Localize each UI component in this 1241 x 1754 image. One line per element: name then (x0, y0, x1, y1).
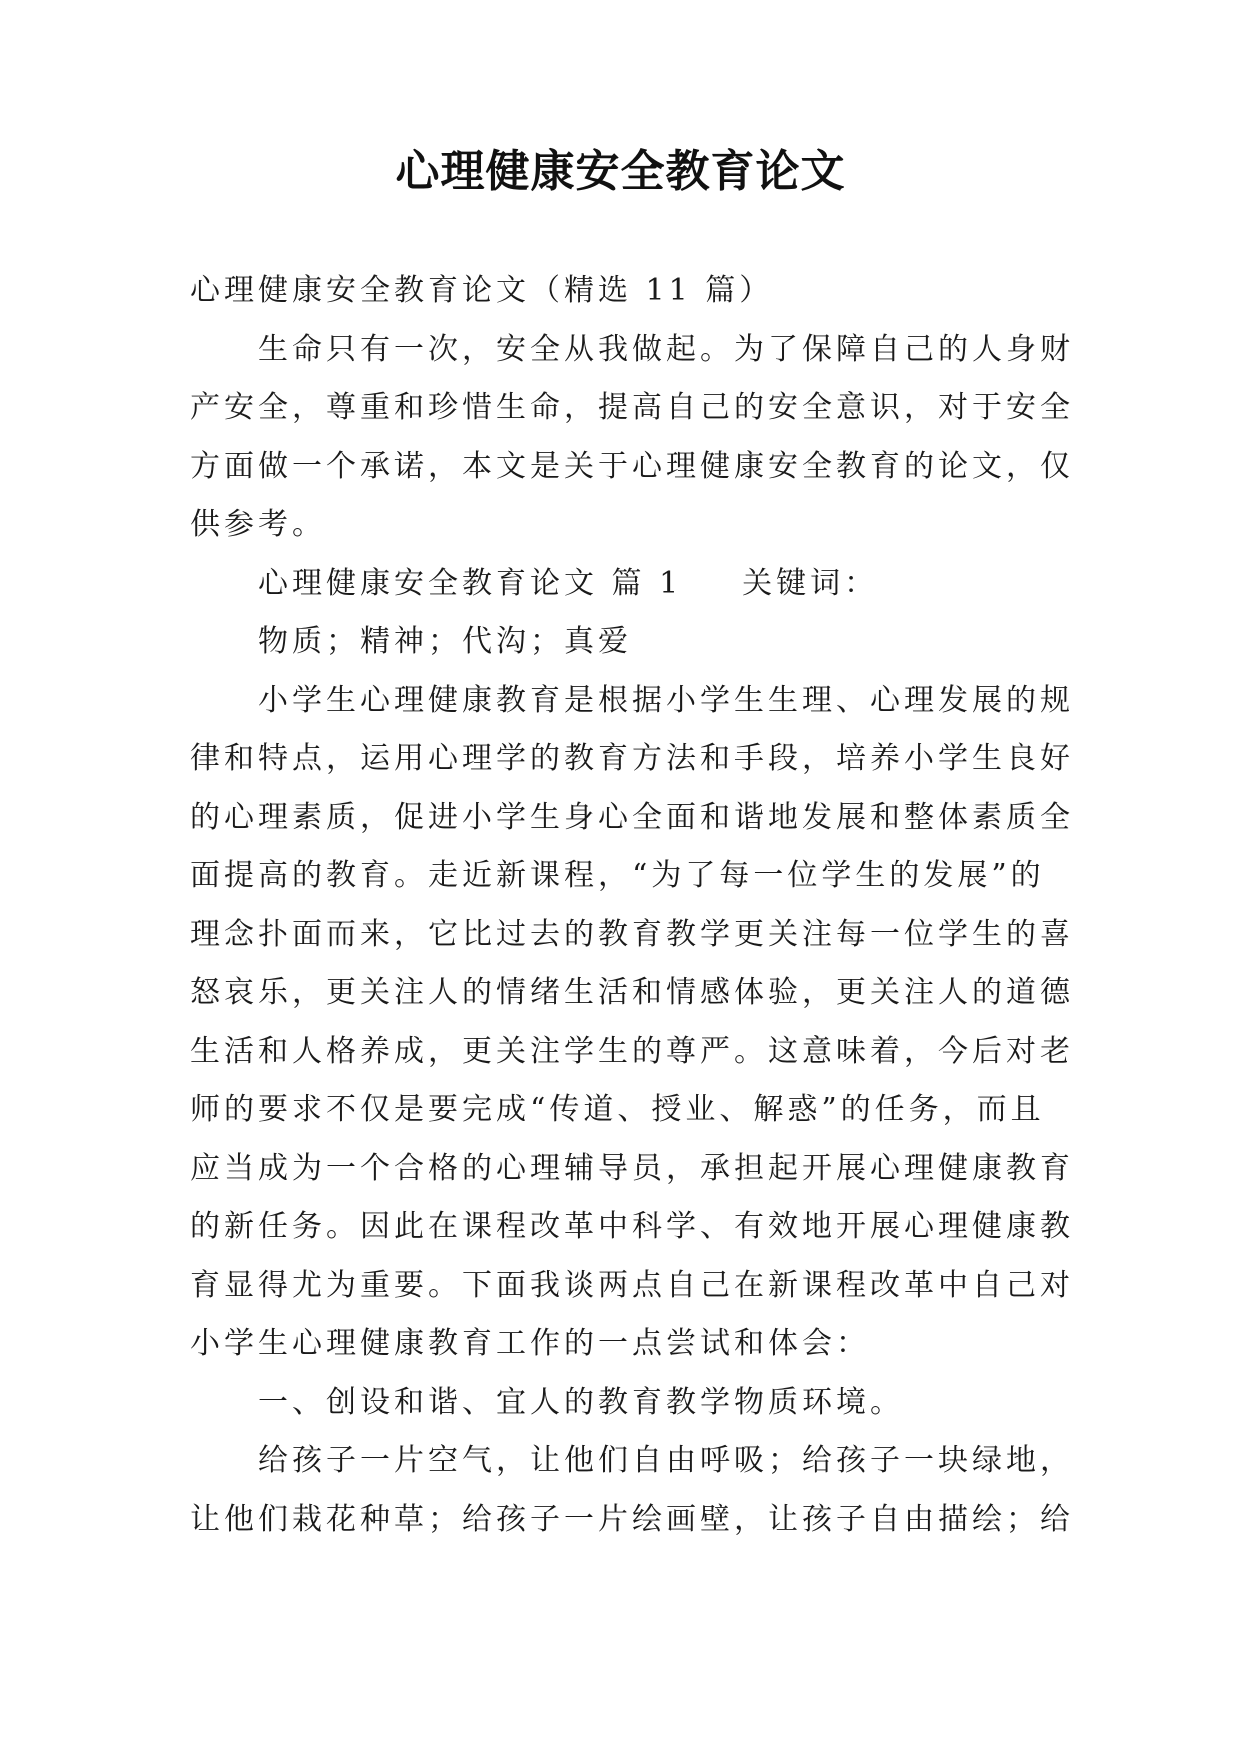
paragraph-line: 生活和人格养成，更关注学生的尊严。这意味着，今后对老 (190, 1033, 1074, 1069)
paragraph-line: 方面做一个承诺，本文是关于心理健康安全教育的论文，仅 (190, 448, 1074, 484)
paragraph-line: 师的要求不仅是要完成“传道、授业、解惑”的任务，而且 (190, 1092, 1045, 1127)
paragraph-line: 育显得尤为重要。下面我谈两点自己在新课程改革中自己对 (190, 1267, 1074, 1303)
section-heading: 心理健康安全教育论文 篇 1 (258, 565, 683, 601)
paragraph-line: 律和特点，运用心理学的教育方法和手段，培养小学生良好 (190, 741, 1074, 776)
paragraph-line: 应当成为一个合格的心理辅导员，承担起开展心理健康教育 (190, 1150, 1074, 1186)
paragraph-line: 的心理素质，促进小学生身心全面和谐地发展和整体素质全 (190, 799, 1074, 835)
paragraph-line: 让他们栽花种草；给孩子一片绘画壁，让孩子自由描绘；给 (190, 1501, 1074, 1537)
paragraph-line: 产安全，尊重和珍惜生命，提高自己的安全意识，对于安全 (190, 390, 1074, 425)
paragraph-line: 生命只有一次，安全从我做起。为了保障自己的人身财 (258, 331, 1074, 367)
paragraph-line: 怒哀乐，更关注人的情绪生活和情感体验，更关注人的道德 (190, 975, 1074, 1010)
paragraph-line: 的新任务。因此在课程改革中科学、有效地开展心理健康教 (190, 1209, 1074, 1244)
paragraph-line: 小学生心理健康教育工作的一点尝试和体会： (190, 1326, 870, 1361)
subtitle-line: 心理健康安全教育论文（精选 11 篇） (190, 273, 774, 308)
paragraph-line: 给孩子一片空气，让他们自由呼吸；给孩子一块绿地， (258, 1443, 1074, 1478)
section-heading-line (190, 555, 1060, 614)
subheading-line: 一、创设和谐、宜人的教育教学物质环境。 (258, 1384, 904, 1420)
document-title: 心理健康安全教育论文 (395, 146, 846, 197)
paragraph-line: 小学生心理健康教育是根据小学生生理、心理发展的规 (258, 682, 1074, 718)
document-body (190, 262, 1074, 1549)
paragraph-line: 面提高的教育。走近新课程，“为了每一位学生的发展”的 (190, 858, 1045, 893)
paragraph-line: 理念扑面而来，它比过去的教育教学更关注每一位学生的喜 (190, 916, 1074, 952)
paragraph-line: 供参考。 (190, 507, 326, 542)
keywords-line: 物质；精神；代沟；真爱 (258, 624, 632, 659)
keywords-label: 关键词： (742, 565, 879, 601)
